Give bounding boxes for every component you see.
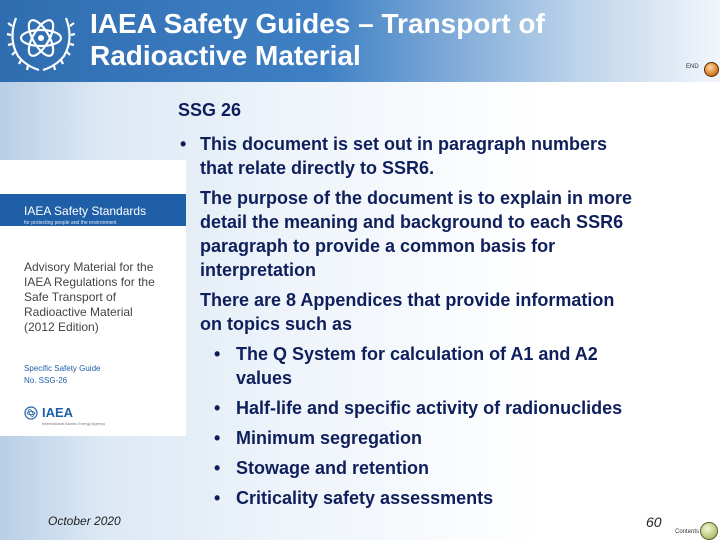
paragraph-line: detail the meaning and background to each SSR6 <box>200 212 624 232</box>
ssg26-cover-image <box>0 160 186 436</box>
cover-title-line: Radioactive Material <box>24 305 133 319</box>
paragraph-line: There are 8 Appendices that provide information <box>200 290 615 310</box>
sub-bullet-icon: • <box>214 488 221 508</box>
footer-date: October 2020 <box>48 514 121 528</box>
sub-bullet-icon: • <box>214 398 221 418</box>
title-line-2: Radioactive Material <box>90 40 361 71</box>
cover-title-line: Safe Transport of <box>24 290 117 304</box>
paragraph-line: interpretation <box>200 260 317 280</box>
iaea-small-logo-icon <box>24 406 38 420</box>
cover-org-fullname: International Atomic Energy Agency <box>42 421 106 426</box>
paragraph-line: This document is set out in paragraph numbers <box>200 134 608 154</box>
sub-bullet-item: values <box>236 368 293 388</box>
paragraph-line: that relate directly to SSR6. <box>200 158 435 178</box>
sub-bullet-item: Half-life and specific activity of radionuclides <box>236 398 623 418</box>
cover-series-subtitle: for protecting people and the environment <box>24 220 117 226</box>
sub-bullet-item: Criticality safety assessments <box>236 488 494 508</box>
iaea-emblem-icon <box>6 4 76 74</box>
cover-guide-number: No. SSG-26 <box>24 376 68 385</box>
end-button[interactable] <box>704 62 719 77</box>
sub-bullet-icon: • <box>214 458 221 478</box>
paragraph-line: The purpose of the document is to explain in more <box>200 188 633 208</box>
sub-bullet-item: Minimum segregation <box>236 428 423 448</box>
paragraph-line: paragraph to provide a common basis for <box>200 236 556 256</box>
cover-title <box>24 260 184 335</box>
sub-bullet-icon: • <box>214 428 221 448</box>
slide-title <box>90 8 650 72</box>
sub-bullet-item: The Q System for calculation of A1 and A2 <box>236 344 598 364</box>
cover-title-line: (2012 Edition) <box>24 320 99 334</box>
section-heading: SSG 26 <box>178 100 242 120</box>
page-number: 60 <box>646 514 662 530</box>
cover-title-line: Advisory Material for the <box>24 260 154 274</box>
sub-bullet-item: Stowage and retention <box>236 458 430 478</box>
sub-bullet-icon: • <box>214 344 221 364</box>
cover-guide-type: Specific Safety Guide <box>24 364 101 373</box>
title-line-1: IAEA Safety Guides – Transport of <box>90 8 545 39</box>
cover-org-name: IAEA <box>42 405 74 420</box>
contents-button[interactable] <box>700 522 718 540</box>
bullet-icon: • <box>180 134 187 154</box>
contents-label: Contents <box>675 529 700 535</box>
paragraph-line: on topics such as <box>200 314 353 334</box>
cover-title-line: IAEA Regulations for the <box>24 275 155 289</box>
end-label: END <box>686 64 699 70</box>
header-bar <box>0 0 720 82</box>
cover-series-title: IAEA Safety Standards <box>24 204 147 218</box>
